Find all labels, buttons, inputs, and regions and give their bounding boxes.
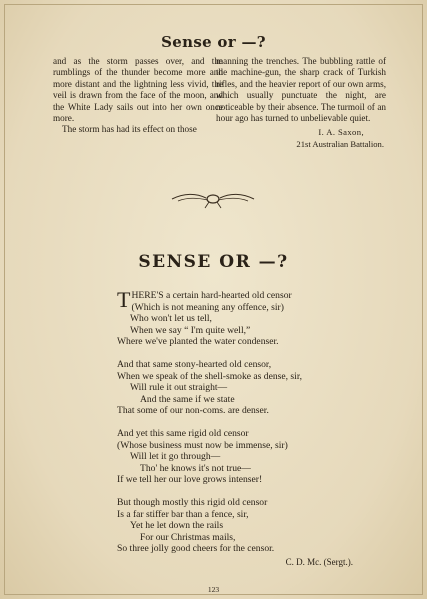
poem-line: Where we've planted the water condenser. <box>117 336 279 347</box>
poem-line: When we say “ I'm quite well,” <box>130 324 251 336</box>
article-signature-unit: 21st Australian Battalion. <box>296 138 384 149</box>
poem-signature: C. D. Mc. (Sergt.). <box>285 556 353 567</box>
poem-line: Will rule it out straight— <box>130 382 228 393</box>
poem-line: Is a far stiffer bar than a fence, sir, <box>117 508 249 520</box>
poem-stanza-1 <box>117 287 357 348</box>
poem-line: And that same stony-hearted old censor, <box>117 359 272 370</box>
poem-line: And yet this same rigid old censor <box>117 428 249 439</box>
poem-title: SENSE OR —? <box>138 252 289 272</box>
ribbon-ornament-icon <box>170 189 256 209</box>
poem-line: Will let it go through— <box>130 451 221 462</box>
poem-line: That some of our non-coms. are denser. <box>117 405 269 416</box>
left-paragraph-1: and as the storm passes over, and the rumblings of the thunder become more and more distant and the lightning less vivid, the veil is drawn from the face of the moon, and the White Lady sails out into her own once more. <box>53 56 223 124</box>
poem-line: But though mostly this rigid old censor <box>117 497 268 508</box>
article-signature-name: I. A. Saxon, <box>318 127 364 138</box>
right-text-column <box>216 56 386 150</box>
poem-line: Who won't let us tell, <box>130 313 212 324</box>
page-number: 123 <box>207 585 220 594</box>
poem-line: (Which is not meaning any offence, sir) <box>131 301 284 313</box>
poem-line: (Whose business must now be immense, sir) <box>117 439 288 451</box>
poem-line: When we speak of the shell-smoke as dense, sir, <box>117 370 303 382</box>
poem-line: Yet he let down the rails <box>130 520 224 531</box>
poem-line: And the same if we state <box>140 393 235 405</box>
poem-stanza-2 <box>117 359 357 417</box>
poem-line: So three jolly good cheers for the censor. <box>117 543 275 554</box>
left-paragraph-2: The storm has had its effect on those <box>62 124 197 135</box>
poem-body <box>117 287 357 568</box>
left-text-column <box>53 56 223 136</box>
poem-line: Tho' he knows it's not true— <box>140 462 251 474</box>
poem-stanza-4 <box>117 497 357 555</box>
right-paragraph: manning the trenches. The bubbling rattle of the machine-gun, the sharp crack of Turkish rifles, and the heavier report of our own arms, which usually punctuate the night, are noticeable by their absence. The turmoil of an hour ago has turned to unbelievable quiet. <box>216 56 386 124</box>
poem-line: If we tell her our love grows intenser! <box>117 474 263 485</box>
poem-stanza-3 <box>117 428 357 486</box>
drop-cap: T <box>117 287 131 312</box>
page-header-title: Sense or —? <box>161 33 266 51</box>
poem-line: HERE'S a certain hard-hearted old censor <box>131 290 292 301</box>
poem-line: For our Christmas mails, <box>140 531 236 543</box>
